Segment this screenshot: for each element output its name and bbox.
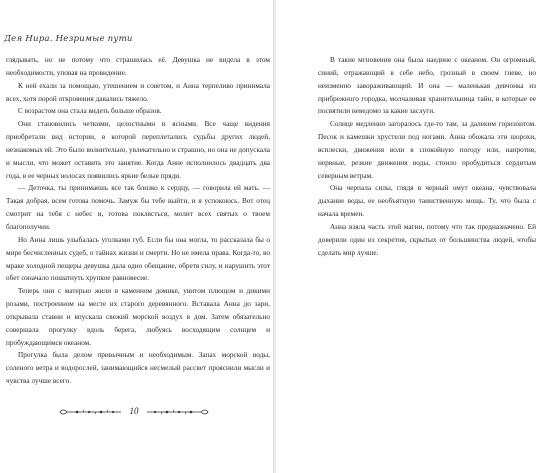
paragraph: Солнце медленно загоралось где-то там, за далеким горизонтом. Песок и камешки хрустели под ногами. Анна обожала эти шорохи, всплески, движения воли в спокойную погоду или, напротив, нервные, резкие движения воды, стоило пробудиться сердитым северным ветрам.: [318, 120, 536, 180]
paragraph: Но Анна лишь улыбалась уголками губ. Если бы она могла, то рассказала бы о мире бесчисленных судеб, о тайнах жизни и смерти. Но не имела права. Когда-то, во мраке холодной пещеры девушка дала одно обещание, обретя силу, и нарушить этот обет означало пошатнуть хрупкое равновесие.: [6, 235, 270, 283]
running-head: Дея Нира. Незримые пути: [4, 34, 133, 44]
right-page: [276, 0, 550, 473]
left-page-body: [6, 54, 270, 388]
paragraph: — Деточка, ты принимаешь все так близко к сердцу, — говорила ей мать. — Такая добрая, всем готова помочь. Замуж бы тебе выйти, и я успокоюсь. Вот отец смотрит на тебя с небес и, готова поклясться, молит всех святых о твоем благополучии.: [6, 184, 270, 231]
paragraph: Они становились четкими, целостными и ясными. Все чаще видения приобретали вид истории, в которой переплетались судьбы других людей, незнакомых ей. Это было волнительно, увлекательно и страшно, но она не допускала и мысли, что может оставить это занятие. Когда Анне исполнилось двадцать два года, в ее черных волосах появились яркие белые пряди.: [6, 120, 270, 180]
page-number: 10: [129, 406, 139, 416]
paragraph: Теперь они с матерью жили в каменном домике, увитом плющом и дикими розами, построенном на месте их старого деревянного. Вставала Анна до зари, открывала ставни и впускала свежий морской воздух в дом. Затем обязательно совершала прогулку вдоль берега, любуясь восходящим солнцем и пробуждающимся океаном.: [6, 287, 270, 347]
paragraph: К ней ехали за помощью, утешением и советом, и Анна терпеливо принимала всех, хотя порой откровения давались тяжело.: [6, 81, 270, 103]
left-page: [0, 0, 274, 473]
paragraph: В такие мгновения она была наедине с океаном. Он огромный, синий, отражающий в себе небо, грозный в своем гневе, но неизменно завораживающий. И она — маленькая девчонка из прибрежного городка, молчаливая хранительница тайн, в которые ее посвятили неведомо за какие заслуги.: [318, 56, 536, 116]
paragraph: Анна взяла часть этой магии, потому что так предназначено. Ей доверили один из секретов, скрытых от большинства людей, чтобы сделать мир лучше.: [318, 222, 536, 257]
right-page-body: [318, 54, 536, 260]
paragraph: С возрастом она стала видеть больше образов.: [18, 107, 162, 116]
paragraph: Она черпала силы, глядя в черный омут океана, чувствовала дыхание воды, ее необъятную таинственную мощь. Ту, что была с начала времен.: [318, 184, 536, 219]
page-folio: [59, 403, 209, 423]
paragraph: глядывать, но не потому что страшилась её. Девушка не видела в этом необходимости, уповая на провидение.: [6, 56, 270, 77]
paragraph: Прогулка была делом привычным и необходимым. Запах морской воды, соленого ветра и водорослей, занимающийся несмелый рассвет прояснили мысли и чувства лучше всего.: [6, 351, 270, 386]
